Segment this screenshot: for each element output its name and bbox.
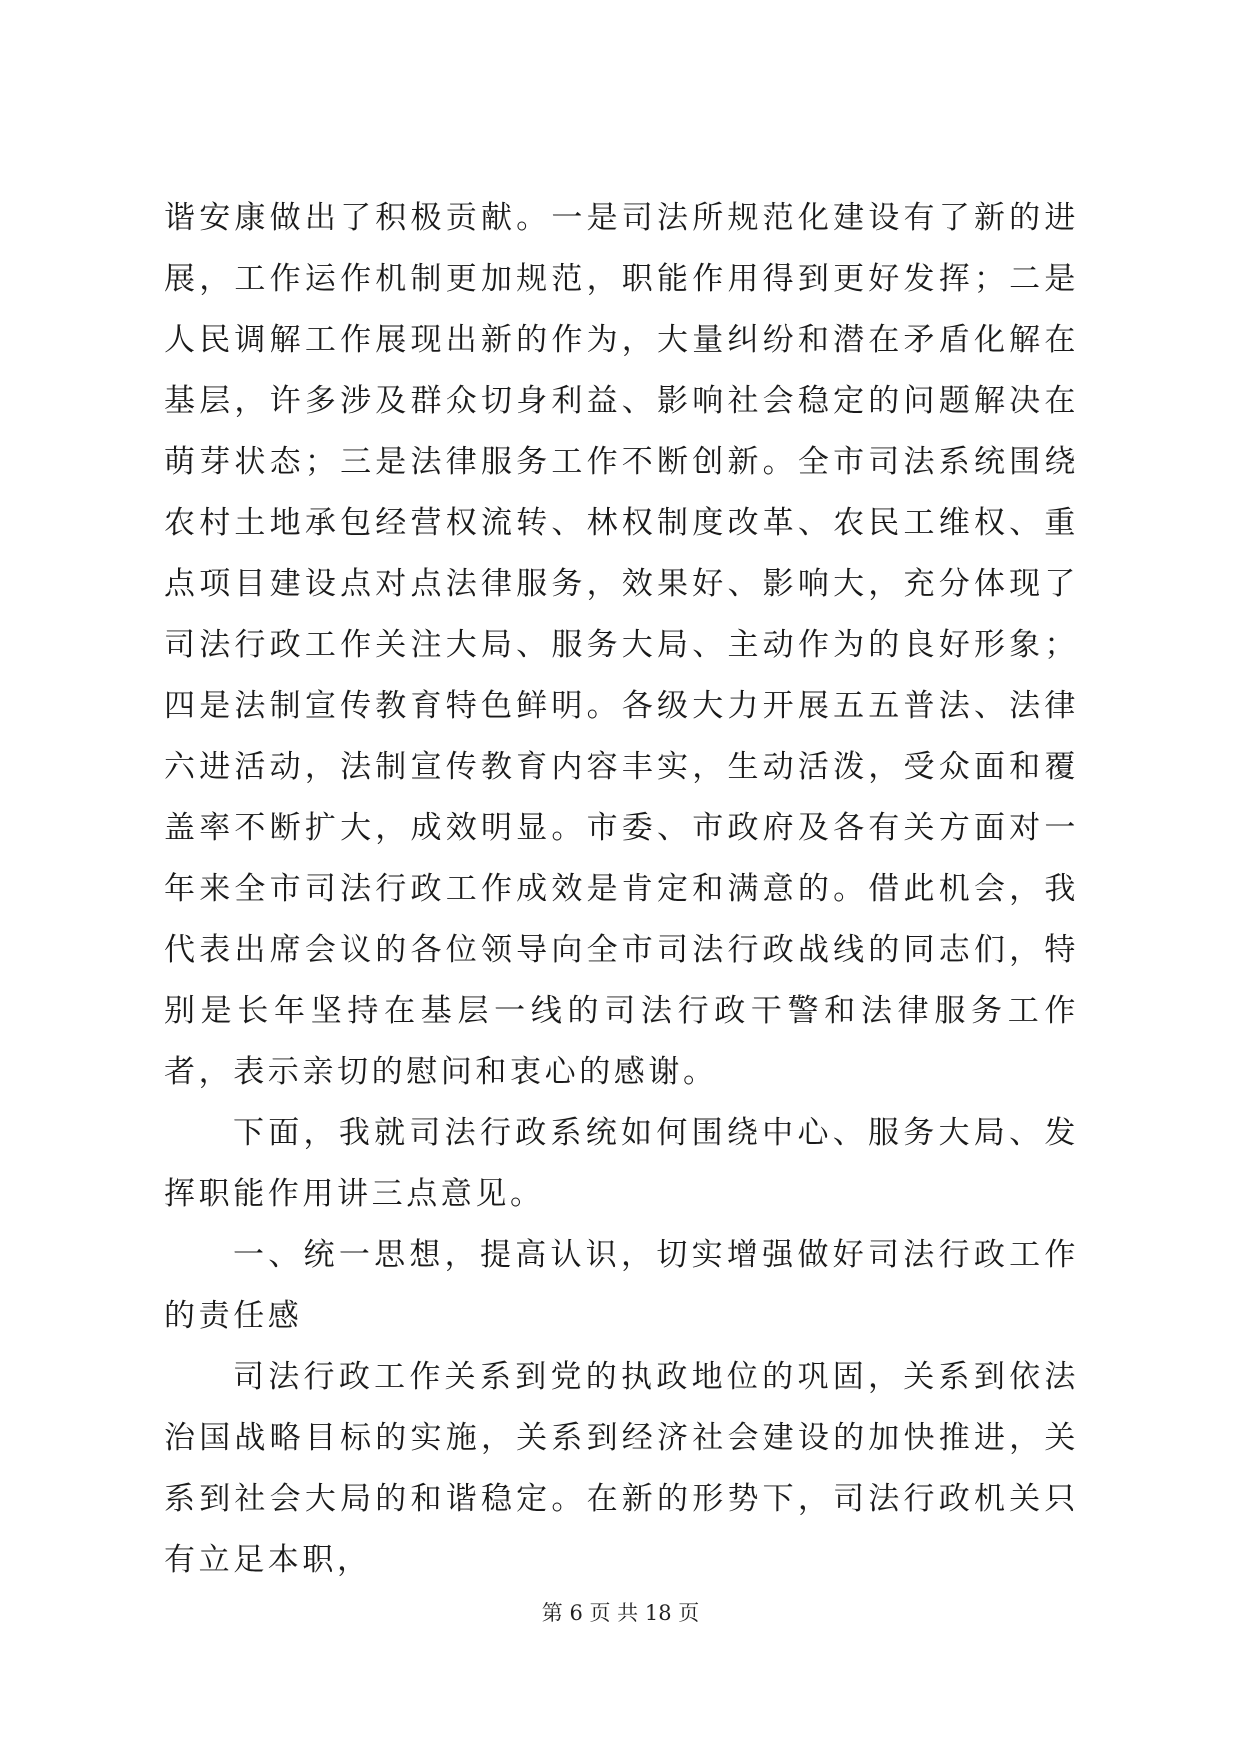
paragraph-continued: 谐安康做出了积极贡献。一是司法所规范化建设有了新的进展，工作运作机制更加规范，职能作用得到更好发挥；二是人民调解工作展现出新的作为，大量纠纷和潜在矛盾化解在基层，许多涉及群众切身利益、影响社会稳定的问题解决在萌芽状态；三是法律服务工作不断创新。全市司法系统围绕农村土地承包经营权流转、林权制度改革、农民工维权、重点项目建设点对点法律服务，效果好、影响大，充分体现了司法行政工作关注大局、服务大局、主动作为的良好形象；四是法制宣传教育特色鲜明。各级大力开展五五普法、法律六进活动，法制宣传教育内容丰实，生动活泼，受众面和覆盖率不断扩大，成效明显。市委、市政府及各有关方面对一年来全市司法行政工作成效是肯定和满意的。借此机会，我代表出席会议的各位领导向全市司法行政战线的同志们，特别是长年坚持在基层一线的司法行政干警和法律服务工作者，表示亲切的慰问和衷心的感谢。 xyxy=(164,200,1079,1090)
page-number-footer: 第 6 页 共 18 页 xyxy=(541,1601,700,1625)
section-heading-1: 一、统一思想，提高认识，切实增强做好司法行政工作的责任感 xyxy=(164,1237,1079,1334)
document-body xyxy=(164,188,1079,1591)
paragraph-section-1: 司法行政工作关系到党的执政地位的巩固，关系到依法治国战略目标的实施，关系到经济社会建设的加快推进，关系到社会大局的和谐稳定。在新的形势下，司法行政机关只有立足本职， xyxy=(164,1359,1079,1578)
paragraph-intro-opinions: 下面，我就司法行政系统如何围绕中心、服务大局、发挥职能作用讲三点意见。 xyxy=(164,1115,1079,1212)
